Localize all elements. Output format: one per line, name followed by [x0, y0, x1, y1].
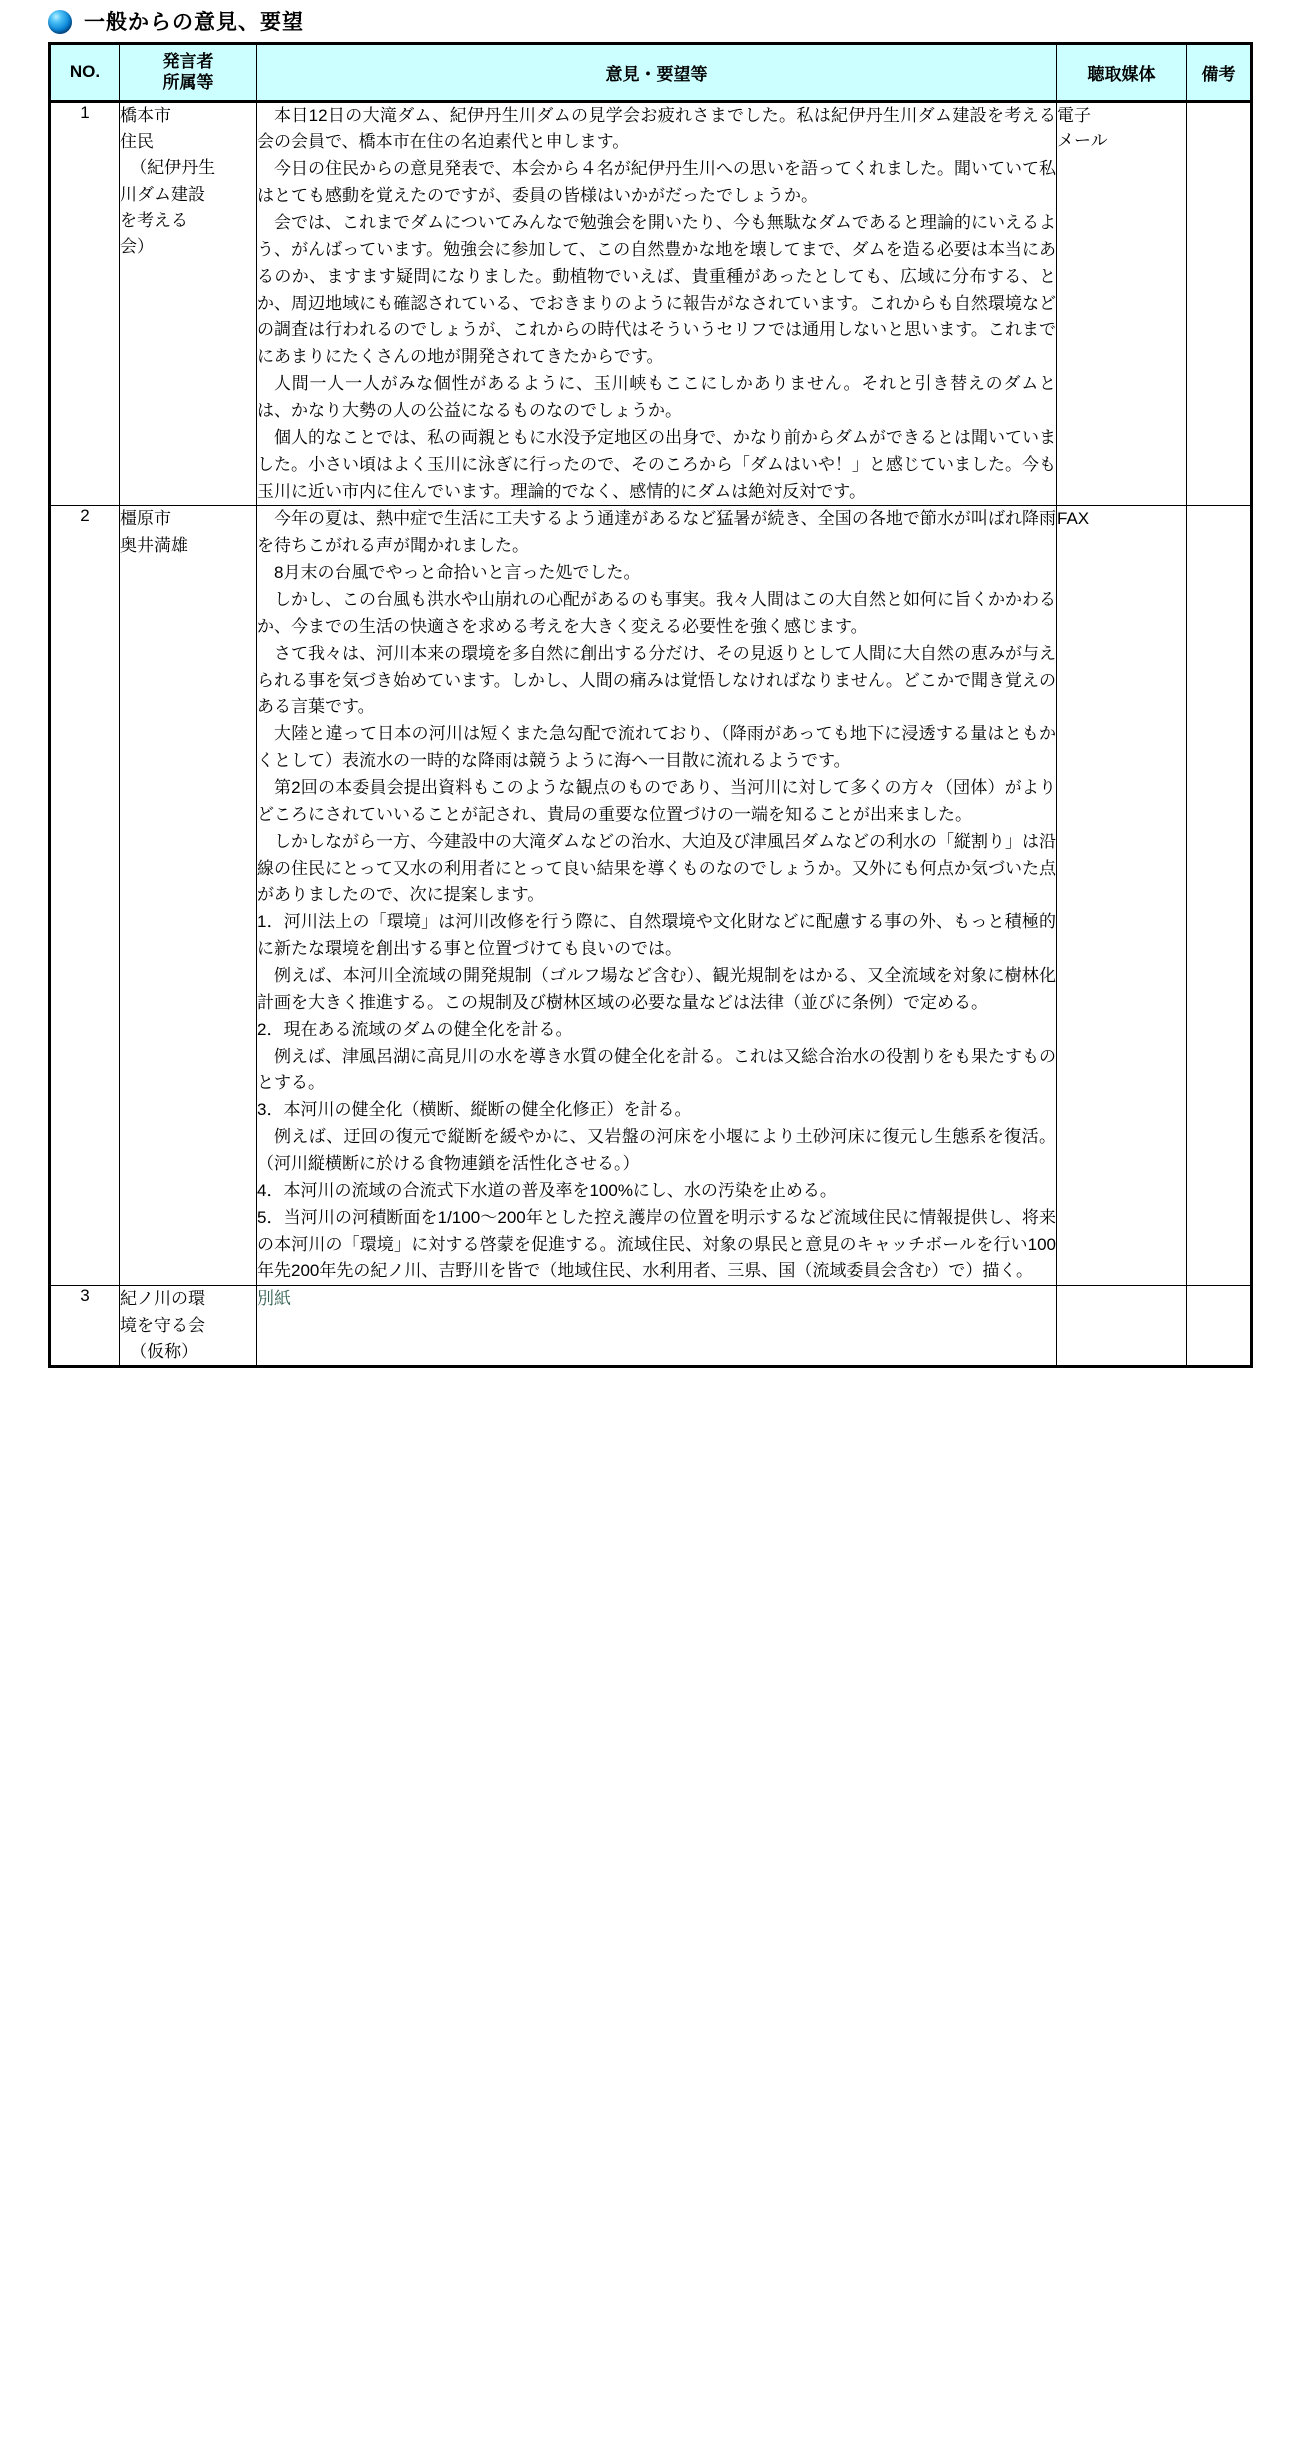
table-row — [50, 506, 1252, 1286]
opinion-list-item: 5．当河川の河積断面を1/100〜200年とした控え護岸の位置を明示するなど流域住民に情報提供し、将来の本河川の「環境」に対する啓蒙を促進する。流域住民、対象の県民と意見のキャッチボールを行い100年先200年先の紀ノ川、吉野川を皆で（地域住民、水利用者、三県、国（流域委員会含む）で）描く。 — [257, 1207, 1056, 1281]
table-row — [50, 101, 1252, 506]
row-opinion — [257, 1286, 1057, 1367]
opinion-paragraph: さて我々は、河川本来の環境を多自然に創出する分だけ、その見返りとして人間に大自然の恵みが与えられる事を気づき始めています。しかし、人間の痛みは覚悟しなければなりません。どこかで聞き覚えのある言葉です。 — [257, 643, 1056, 717]
opinion-list-item: 2．現在ある流域のダムの健全化を計る。 — [257, 1019, 573, 1039]
opinions-table-body — [50, 101, 1252, 1367]
media-line: 電子 — [1057, 105, 1091, 125]
speaker-line: を考える — [120, 210, 188, 230]
speaker-line: 会） — [120, 237, 154, 257]
blue-sphere-bullet-icon — [48, 10, 72, 34]
page-title: 一般からの意見、要望 — [84, 10, 304, 34]
row-opinion — [257, 101, 1057, 506]
opinion-list-item: 1．河川法上の「環境」は河川改修を行う際に、自然環境や文化財などに配慮する事の外、もっと積極的に新たな環境を創出する事と位置づけても良いのでは。 — [257, 912, 1056, 959]
row-speaker — [120, 101, 257, 506]
media-line: FAX — [1057, 509, 1090, 529]
column-header-speaker-line2: 所属等 — [162, 73, 214, 93]
row-number: 3 — [50, 1286, 120, 1367]
media-line: メール — [1057, 131, 1108, 150]
opinion-paragraph: しかしながら一方、今建設中の大滝ダムなどの治水、大迫及び津風呂ダムなどの利水の「縦割り」は沿線の住民にとって又水の利用者にとって良い結果を導くものなのでしょうか。又外にも何点か気づいた点がありましたので、次に提案します。 — [257, 831, 1056, 905]
row-media — [1057, 1286, 1187, 1367]
column-header-speaker-line1: 発言者 — [162, 52, 214, 71]
opinion-paragraph: 今日の住民からの意見発表で、本会から４名が紀伊丹生川への思いを語ってくれました。聞いていて私はとても感動を覚えたのですが、委員の皆様はいかがだったでしょうか。 — [257, 159, 1056, 206]
opinion-list-item: 例えば、津風呂湖に高見川の水を導き水質の健全化を計る。これは又総合治水の役割りをも果たすものとする。 — [257, 1046, 1056, 1093]
row-number: 2 — [50, 506, 120, 1286]
speaker-line: （紀伊丹生 — [130, 158, 216, 178]
opinion-paragraph: 会では、これまでダムについてみんなで勉強会を開いたり、今も無駄なダムであると理論的にいえるよう、がんばっています。勉強会に参加して、この自然豊かな地を壊してまで、ダムを造る必要は本当にあるのか、ますます疑問になりました。動植物でいえば、貴重種があったとしても、広域に分布する、とか、周辺地域にも確認されている、でおきまりのように報告がなされています。これからも自然環境などの調査は行われるのでしょうが、これからの時代はそういうセリフでは通用しないと思います。これまでにあまりにたくさんの地が開発されてきたからです。 — [257, 212, 1056, 367]
row-number: 1 — [50, 101, 120, 506]
column-header-note: 備考 — [1187, 44, 1252, 102]
opinion-paragraph: 本日12日の大滝ダム、紀伊丹生川ダムの見学会お疲れさまでした。私は紀伊丹生川ダム建設を考える会の会員で、橋本市在住の名迫素代と申します。 — [257, 105, 1056, 152]
table-row — [50, 1286, 1252, 1367]
opinion-list-item: 4．本河川の流域の合流式下水道の普及率を100%にし、水の汚染を止める。 — [257, 1180, 837, 1200]
opinion-paragraph: 個人的なことでは、私の両親ともに水没予定地区の出身で、かなり前からダムができるとは聞いていました。小さい頃はよく玉川に泳ぎに行ったので、そのころから「ダムはいや！」と感じていました。今も玉川に近い市内に住んでいます。理論的でなく、感情的にダムは絶対反対です。 — [257, 427, 1056, 501]
row-note — [1187, 506, 1252, 1286]
row-opinion — [257, 506, 1057, 1286]
opinion-paragraph: 今年の夏は、熱中症で生活に工夫するよう通達があるなど猛暑が続き、全国の各地で節水が叫ばれ降雨を待ちこがれる声が聞かれました。 — [257, 509, 1056, 556]
row-note — [1187, 101, 1252, 506]
opinion-paragraph: しかし、この台風も洪水や山崩れの心配があるのも事実。我々人間はこの大自然と如何に旨くかかわるか、今までの生活の快適さを求める考えを大きく変える必要性を強く感じます。 — [257, 589, 1056, 636]
speaker-line: 橋本市 — [120, 105, 171, 125]
opinion-list-item: 例えば、迂回の復元で縦断を緩やかに、又岩盤の河床を小堰により土砂河床に復元し生態系を復活。（河川縦横断に於ける食物連鎖を活性化させる。） — [257, 1127, 1056, 1174]
speaker-line: 住民 — [120, 131, 154, 151]
row-speaker — [120, 506, 257, 1286]
row-media — [1057, 506, 1187, 1286]
opinions-table — [48, 42, 1253, 1368]
opinion-paragraph: 第2回の本委員会提出資料もこのような観点のものであり、当河川に対して多くの方々（団体）がよりどころにされていいることが記され、貴局の重要な位置づけの一端を知ることが出来ました。 — [257, 777, 1056, 824]
column-header-opinion: 意見・要望等 — [257, 44, 1057, 102]
column-header-media: 聴取媒体 — [1057, 44, 1187, 102]
column-header-speaker — [120, 44, 257, 102]
page-bottom-margin — [0, 1368, 1294, 1394]
opinion-list-item: 3．本河川の健全化（横断、縦断の健全化修正）を計る。 — [257, 1100, 692, 1120]
speaker-line: 川ダム建設 — [120, 184, 205, 204]
speaker-line: 奥井満雄 — [120, 535, 188, 555]
opinions-table-wrapper — [0, 42, 1294, 1368]
column-header-no: NO. — [50, 44, 120, 102]
speaker-line: （仮称） — [130, 1342, 199, 1361]
speaker-line: 境を守る会 — [120, 1315, 205, 1335]
opinion-paragraph: 大陸と違って日本の河川は短くまた急勾配で流れており、（降雨があっても地下に浸透する量はともかくとして）表流水の一時的な降雨は競うように海へ一目散に流れるようです。 — [257, 724, 1056, 771]
speaker-line: 橿原市 — [120, 509, 171, 529]
page-title-bar — [0, 0, 1294, 42]
opinion-paragraph: 人間一人一人がみな個性があるように、玉川峡もここにしかありません。それと引き替えのダムとは、かなり大勢の人の公益になるものなのでしょうか。 — [257, 374, 1056, 420]
opinion-list-item: 例えば、本河川全流域の開発規制（ゴルフ場など含む）、観光規制をはかる、又全流域を対象に樹林化計画を大きく推進する。この規制及び樹林区域の必要な量などは法律（並びに条例）で定める。 — [257, 966, 1056, 1012]
speaker-line: 紀ノ川の環 — [120, 1289, 205, 1309]
table-header-row — [50, 44, 1252, 102]
row-media — [1057, 101, 1187, 506]
row-note — [1187, 1286, 1252, 1367]
row-speaker — [120, 1286, 257, 1367]
opinion-paragraph: 8月末の台風でやっと命拾いと言った処でした。 — [274, 563, 641, 583]
attachment-reference: 別紙 — [257, 1289, 291, 1309]
